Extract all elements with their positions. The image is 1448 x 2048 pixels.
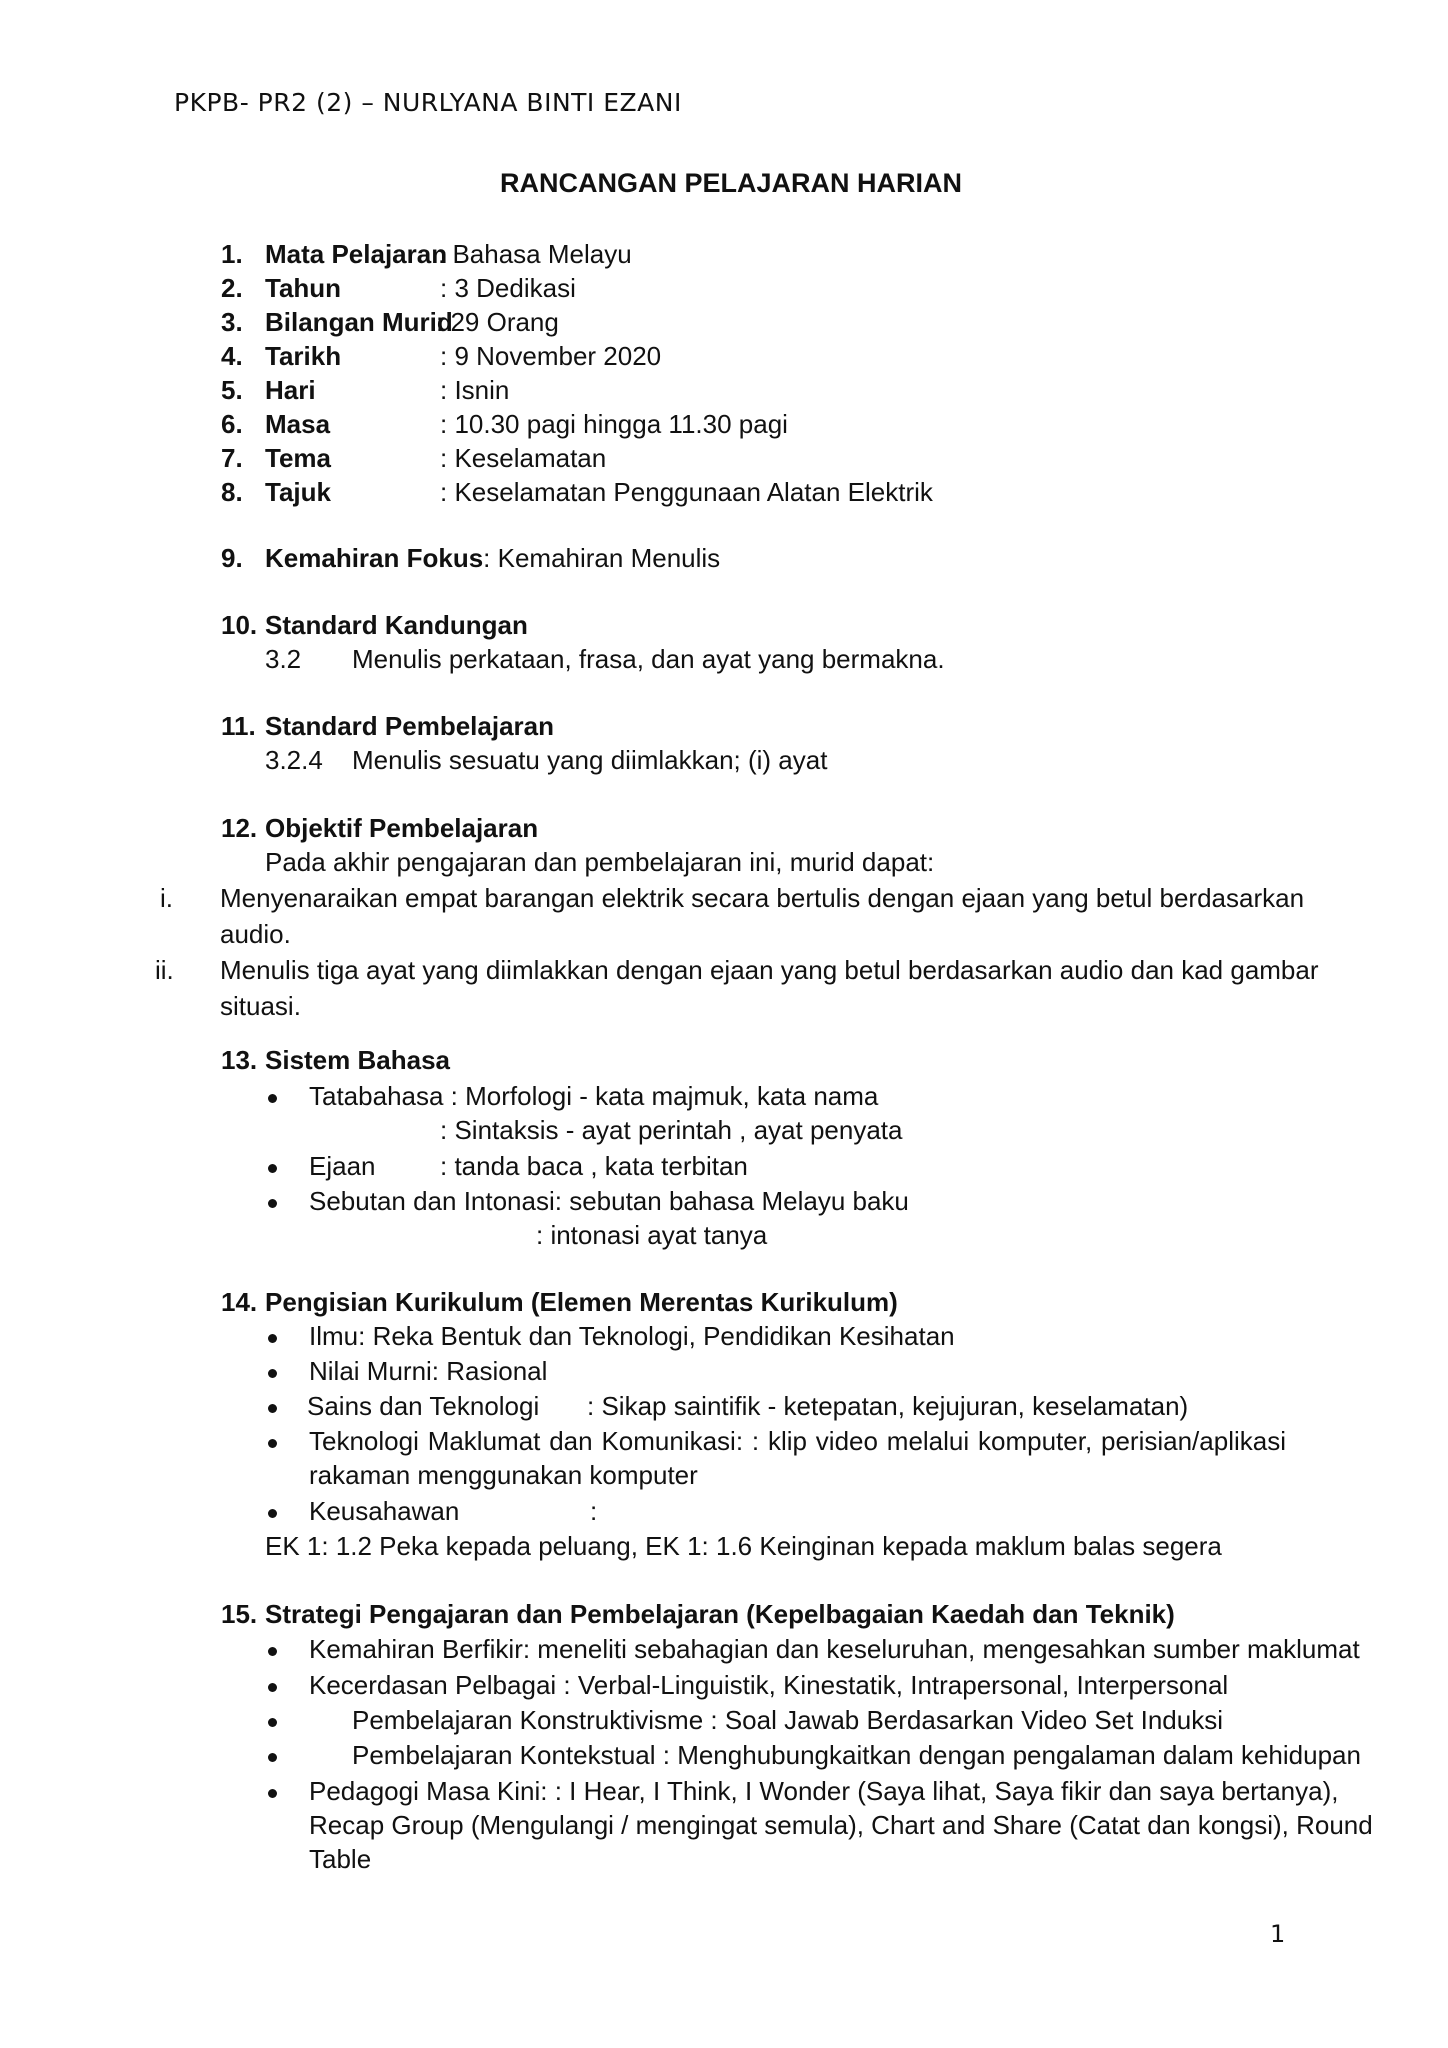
sistem-sebutan-intonasi: : intonasi ayat tanya: [536, 1220, 768, 1250]
section-12-intro: Pada akhir pengajaran dan pembelajaran ini, murid dapat:: [265, 847, 935, 877]
info-label-tarikh: Tarikh: [265, 341, 342, 371]
strategi-kecerdasan: Kecerdasan Pelbagai : Verbal-Linguistik, Kinestatik, Intrapersonal, Interpersonal: [309, 1670, 1229, 1700]
strategi-pedagogi-line2: Recap Group (Mengulangi / mengingat semula), Chart and Share (Catat dan kongsi), Round: [309, 1810, 1373, 1840]
section-9-num: 9.: [221, 543, 243, 573]
kurikulum-tmk-line1: Teknologi Maklumat dan Komunikasi: : klip video melalui komputer, perisian/aplikasi: [309, 1426, 1286, 1456]
info-num-2: 2.: [221, 273, 243, 303]
info-num-7: 7.: [221, 443, 243, 473]
section-13-num: 13.: [221, 1045, 258, 1075]
strategi-kemahiran-berfikir: Kemahiran Berfikir: meneliti sebahagian dan keseluruhan, mengesahkan sumber maklumat: [309, 1634, 1360, 1664]
sistem-sebutan: Sebutan dan Intonasi: sebutan bahasa Melayu baku: [309, 1186, 909, 1216]
section-9-label: Kemahiran Fokus: [265, 543, 484, 573]
strategi-kontekstual: Pembelajaran Kontekstual : Menghubungkaitkan dengan pengalaman dalam kehidupan: [352, 1740, 1361, 1770]
info-label-tema: Tema: [265, 443, 331, 473]
info-label-tahun: Tahun: [265, 273, 342, 303]
info-label-tajuk: Tajuk: [265, 477, 331, 507]
strategi-konstruktivisme: Pembelajaran Konstruktivisme : Soal Jawab Berdasarkan Video Set Induksi: [352, 1705, 1223, 1735]
sistem-ejaan-label: Ejaan: [309, 1151, 376, 1181]
section-10-num: 10.: [221, 610, 258, 640]
section-15-num: 15.: [221, 1599, 258, 1629]
info-value-tema: : Keselamatan: [440, 443, 607, 473]
info-value-tajuk: : Keselamatan Penggunaan Alatan Elektrik: [440, 477, 933, 507]
section-11-text: Menulis sesuatu yang diimlakkan; (i) ayat: [352, 745, 828, 775]
objective-2-line1: Menulis tiga ayat yang diimlakkan dengan ejaan yang betul berdasarkan audio dan kad gambar: [220, 955, 1319, 985]
bullet-icon: [268, 1334, 277, 1343]
info-value-tahun: : 3 Dedikasi: [440, 273, 576, 303]
page-number: 1: [1270, 1920, 1286, 1948]
objective-1-line2: audio.: [220, 919, 291, 949]
info-num-1: 1.: [221, 239, 243, 269]
strategi-pedagogi-line1: Pedagogi Masa Kini: : I Hear, I Think, I Wonder (Saya lihat, Saya fikir dan saya bertanya),: [309, 1776, 1339, 1806]
page-title: RANCANGAN PELAJARAN HARIAN: [499, 168, 962, 198]
bullet-icon: [268, 1718, 277, 1727]
section-12-title: Objektif Pembelajaran: [265, 813, 539, 843]
info-num-3: 3.: [221, 307, 243, 337]
bullet-icon: [268, 1164, 277, 1173]
section-13-title: Sistem Bahasa: [265, 1045, 450, 1075]
info-label-masa: Masa: [265, 409, 331, 439]
page-header: PKPB- PR2 (2) – NURLYANA BINTI EZANI: [174, 88, 682, 117]
sistem-tatabahasa: Tatabahasa : Morfologi - kata majmuk, kata nama: [309, 1081, 879, 1111]
kurikulum-keusahawan-label: Keusahawan: [309, 1496, 460, 1526]
bullet-icon: [268, 1509, 277, 1518]
bullet-icon: [268, 1439, 277, 1448]
section-11-title: Standard Pembelajaran: [265, 711, 554, 741]
sistem-tatabahasa-sintaksis: : Sintaksis - ayat perintah , ayat penyata: [440, 1115, 903, 1145]
section-9: [265, 542, 720, 574]
strategi-pedagogi-line3: Table: [309, 1844, 372, 1874]
info-num-6: 6.: [221, 409, 243, 439]
section-11-code: 3.2.4: [265, 745, 323, 775]
bullet-icon: [268, 1199, 277, 1208]
bullet-icon: [268, 1094, 277, 1103]
section-10-title: Standard Kandungan: [265, 610, 528, 640]
info-num-5: 5.: [221, 375, 243, 405]
bullet-icon: [268, 1647, 277, 1656]
objective-2-roman: ii.: [155, 955, 174, 985]
bullet-icon: [268, 1789, 277, 1798]
info-value-bilangan-murid: : 29 Orang: [436, 307, 559, 337]
info-value-hari: : Isnin: [440, 375, 510, 405]
objective-1-line1: Menyenaraikan empat barangan elektrik secara bertulis dengan ejaan yang betul berdasarkan: [220, 883, 1305, 913]
section-10-text: Menulis perkataan, frasa, dan ayat yang bermakna.: [352, 644, 945, 674]
kurikulum-nilai: Nilai Murni: Rasional: [309, 1356, 548, 1386]
objective-1-roman: i.: [160, 883, 173, 913]
info-value-tarikh: : 9 November 2020: [440, 341, 662, 371]
bullet-icon: [268, 1683, 277, 1692]
info-label-mata-pelajaran: Mata Pelajaran: [265, 239, 448, 269]
section-9-value: : Kemahiran Menulis: [483, 543, 721, 573]
kurikulum-sains-value: : Sikap saintifik - ketepatan, kejujuran, keselamatan): [587, 1391, 1189, 1421]
kurikulum-ek: EK 1: 1.2 Peka kepada peluang, EK 1: 1.6 Keinginan kepada maklum balas segera: [265, 1531, 1222, 1561]
section-12-num: 12.: [221, 813, 258, 843]
info-value-masa: : 10.30 pagi hingga 11.30 pagi: [440, 409, 788, 439]
kurikulum-keusahawan-colon: :: [590, 1496, 598, 1526]
info-label-bilangan-murid: Bilangan Murid: [265, 307, 453, 337]
kurikulum-tmk-line2: rakaman menggunakan komputer: [309, 1460, 698, 1490]
bullet-icon: [268, 1404, 277, 1413]
info-value-mata-pelajaran: : Bahasa Melayu: [438, 239, 632, 269]
bullet-icon: [268, 1369, 277, 1378]
kurikulum-ilmu: Ilmu: Reka Bentuk dan Teknologi, Pendidikan Kesihatan: [309, 1321, 955, 1351]
info-num-8: 8.: [221, 477, 243, 507]
section-14-num: 14.: [221, 1287, 258, 1317]
section-10-code: 3.2: [265, 644, 302, 674]
section-14-title: Pengisian Kurikulum (Elemen Merentas Kurikulum): [265, 1287, 898, 1317]
info-num-4: 4.: [221, 341, 243, 371]
objective-2-line2: situasi.: [220, 991, 301, 1021]
sistem-ejaan-value: : tanda baca , kata terbitan: [440, 1151, 748, 1181]
section-15-title: Strategi Pengajaran dan Pembelajaran (Kepelbagaian Kaedah dan Teknik): [265, 1599, 1175, 1629]
info-label-hari: Hari: [265, 375, 316, 405]
section-11-num: 11.: [221, 711, 256, 741]
kurikulum-sains-label: Sains dan Teknologi: [307, 1391, 540, 1421]
bullet-icon: [268, 1753, 277, 1762]
